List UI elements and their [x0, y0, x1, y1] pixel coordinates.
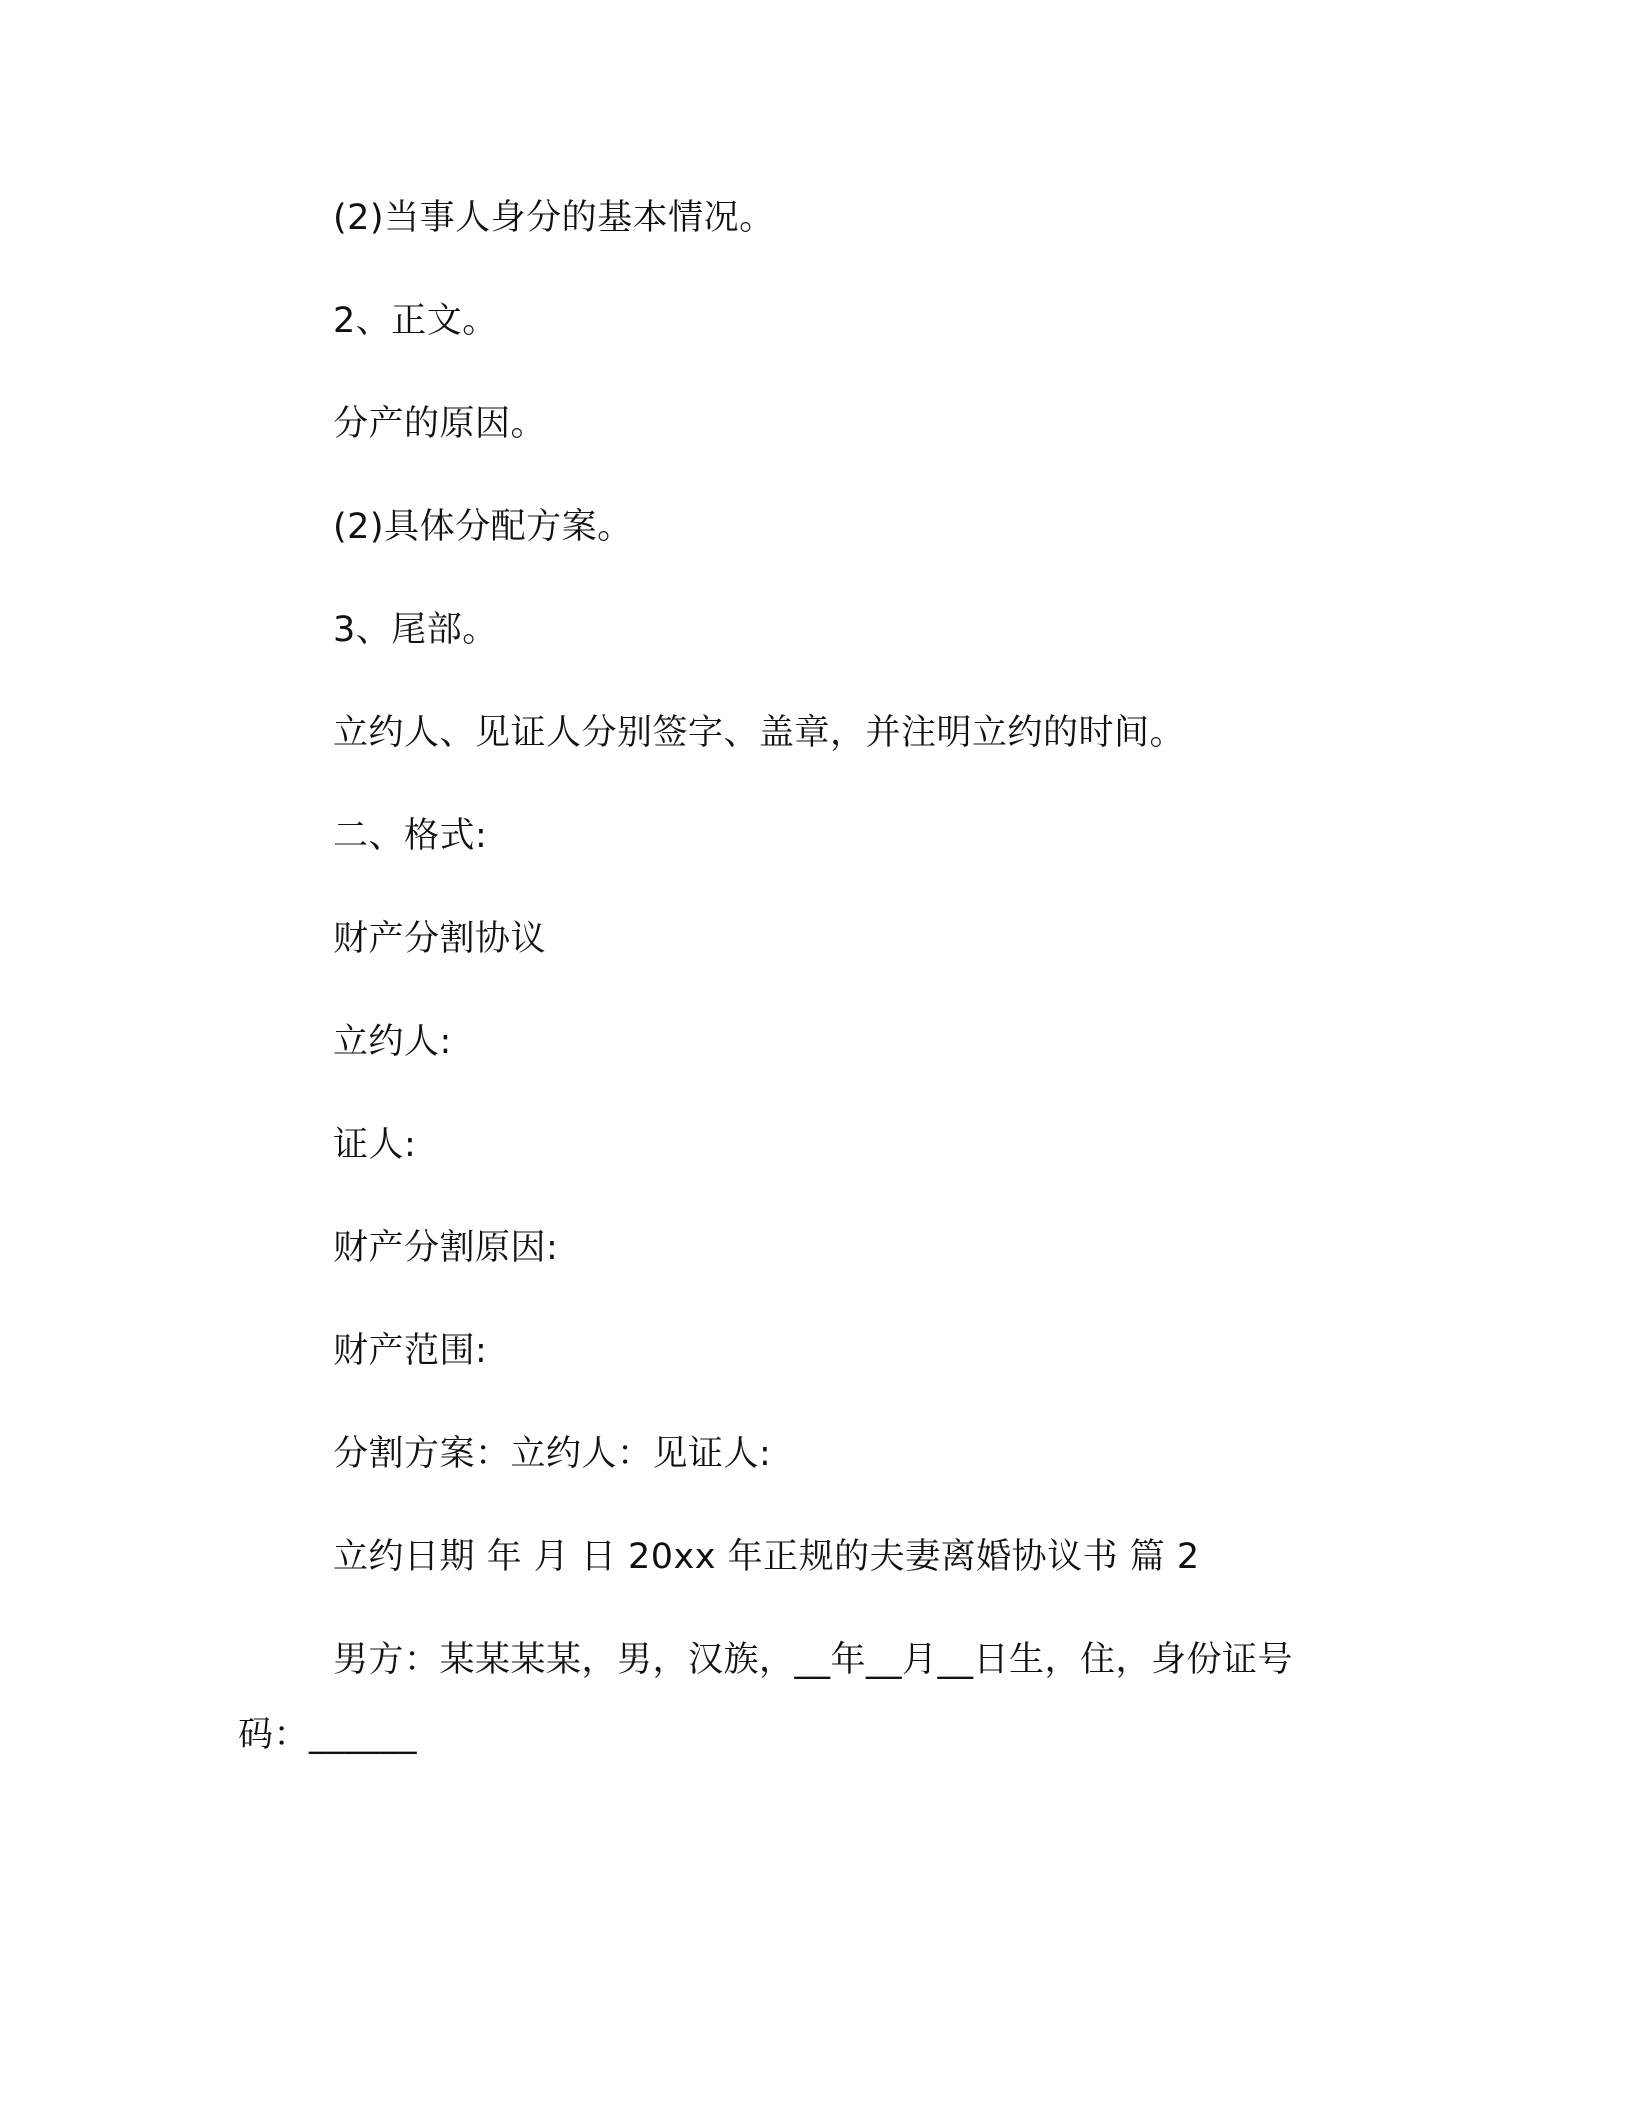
- paragraph-male-party-continued: 码：______: [238, 1715, 418, 1755]
- paragraph-division-reason: 分产的原因。: [333, 404, 547, 444]
- paragraph-signature-note: 立约人、见证人分别签字、盖章，并注明立约的时间。: [333, 713, 1186, 753]
- field-contract-date: 立约日期 年 月 日 20xx 年正规的夫妻离婚协议书 篇 2: [333, 1537, 1200, 1577]
- paragraph-distribution-plan: (2)具体分配方案。: [333, 507, 633, 547]
- paragraph-format-heading: 二、格式:: [333, 816, 488, 856]
- paragraph-party-identity: (2)当事人身分的基本情况。: [333, 198, 775, 238]
- field-division-reason: 财产分割原因:: [333, 1228, 559, 1268]
- field-witness: 证人:: [333, 1125, 417, 1165]
- paragraph-ending-heading: 3、尾部。: [333, 610, 498, 650]
- field-contractor: 立约人:: [333, 1022, 452, 1062]
- paragraph-body-heading: 2、正文。: [333, 301, 498, 341]
- paragraph-male-party: 男方：某某某某，男，汉族，__年__月__日生，住，身份证号: [333, 1640, 1294, 1680]
- field-property-scope: 财产范围:: [333, 1331, 488, 1371]
- agreement-title: 财产分割协议: [333, 919, 547, 959]
- field-division-plan: 分割方案：立约人：见证人:: [333, 1434, 772, 1474]
